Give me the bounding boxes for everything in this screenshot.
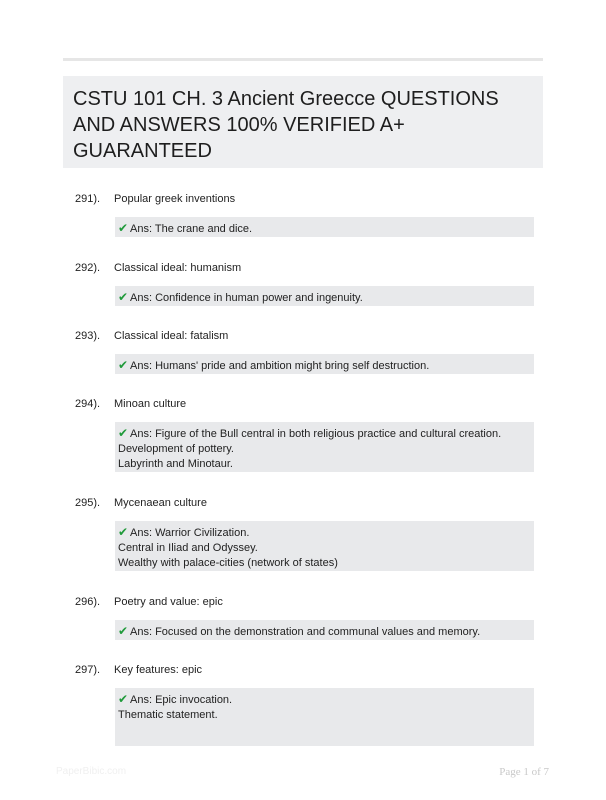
answer-line: Labyrinth and Minotaur. [118, 458, 233, 470]
answer-line: Central in Iliad and Odyssey. [118, 542, 258, 554]
question-number: 294). [75, 398, 101, 410]
answer-line: Wealthy with palace-cities (network of states) [118, 557, 338, 569]
question-text: Minoan culture [114, 398, 187, 410]
answer-box [115, 521, 534, 571]
question-number: 296). [75, 596, 101, 608]
question-text: Popular greek inventions [114, 193, 236, 205]
answer-line: Ans: The crane and dice. [130, 223, 253, 235]
answer-box [115, 620, 534, 640]
page-number: Page 1 of 7 [499, 766, 549, 778]
question-number: 297). [75, 664, 101, 676]
checkmark-icon: ✔ [118, 426, 129, 440]
question-text: Mycenaean culture [114, 497, 207, 509]
answer-box [115, 422, 534, 472]
footer-site: PaperBibic.com [56, 766, 127, 777]
answer-line: Thematic statement. [118, 709, 218, 721]
answer-line: Ans: Focused on the demonstration and communal values and memory. [130, 626, 481, 638]
answer-line: Ans: Humans' pride and ambition might bring self destruction. [130, 360, 430, 372]
answer-box [115, 217, 534, 237]
answer-line: Ans: Epic invocation. [130, 694, 233, 706]
question-number: 293). [75, 330, 101, 342]
answer-box [115, 354, 534, 374]
checkmark-icon: ✔ [118, 624, 129, 638]
checkmark-icon: ✔ [118, 358, 129, 372]
question-number: 292). [75, 262, 101, 274]
question-number: 295). [75, 497, 101, 509]
question-text: Classical ideal: fatalism [114, 330, 229, 342]
answer-box [115, 688, 534, 746]
answer-line: Ans: Confidence in human power and ingenuity. [130, 292, 363, 304]
question-text: Poetry and value: epic [114, 596, 223, 608]
question-text: Classical ideal: humanism [114, 262, 242, 274]
checkmark-icon: ✔ [118, 290, 129, 304]
checkmark-icon: ✔ [118, 692, 129, 706]
question-number: 291). [75, 193, 101, 205]
answer-line: Ans: Warrior Civilization. [130, 527, 250, 539]
document-title: CSTU 101 CH. 3 Ancient Greecce QUESTIONS AND ANSWERS 100% VERIFIED A+ GUARANTEED [73, 88, 499, 162]
answer-line: Ans: Figure of the Bull central in both religious practice and cultural creation. [130, 428, 502, 440]
question-text: Key features: epic [114, 664, 203, 676]
checkmark-icon: ✔ [118, 221, 129, 235]
top-divider [63, 58, 543, 61]
checkmark-icon: ✔ [118, 525, 129, 539]
answer-line: Development of pottery. [118, 443, 234, 455]
title-banner [63, 76, 543, 168]
answer-box [115, 286, 534, 306]
